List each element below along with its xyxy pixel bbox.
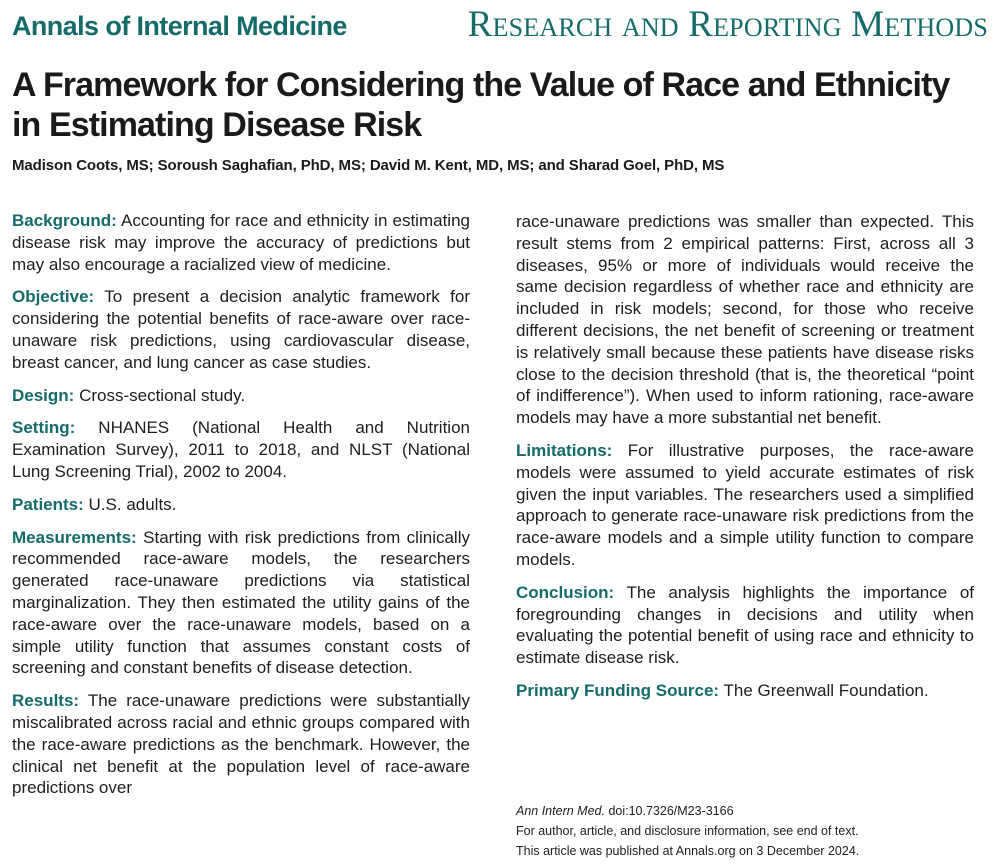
published-note: This article was published at Annals.org on 3 December 2024. <box>516 844 860 858</box>
objective-text: To present a decision analytic framework for considering the potential benefits of race-aware over race-unaware risk predictions, using cardiovascular disease, breast cancer, and lung cancer as case studies. <box>12 287 470 372</box>
abstract-left-column <box>12 210 470 810</box>
design-label: Design: <box>12 385 75 405</box>
conclusion-text: The analysis highlights the importance of foregrounding changes in decisions and utility when evaluating the potential benefit of using race and ethnicity to estimate disease risk. <box>516 582 975 668</box>
limitations-text: For illustrative purposes, the race-aware models were assumed to yield accurate estimates of risk given the input variables. The researchers used a simplified approach to generate race-unaware risk predictions from the race-aware models and a simple utility function to compare models. <box>516 440 974 569</box>
setting-label: Setting: <box>12 418 76 438</box>
abstract-funding <box>516 680 974 702</box>
abstract-results-continued <box>516 211 974 429</box>
citation-journal: Ann Intern Med. <box>516 804 605 818</box>
doi-link[interactable]: doi:10.7326/M23-3166 <box>608 804 734 818</box>
setting-text: NHANES (National Health and Nutrition Examination Survey), 2011 to 2018, and NLST (National Lung Screening Trial), 2002 to 2004. <box>12 418 470 481</box>
abstract-objective <box>12 286 470 373</box>
background-text: Accounting for race and ethnicity in estimating disease risk may improve the accuracy of predictions but may also encourage a racialized view of medicine. <box>12 211 470 274</box>
conclusion-label: Conclusion: <box>516 582 615 602</box>
results-label: Results: <box>12 691 80 711</box>
masthead <box>12 2 988 52</box>
section-name: Research and Reporting Methods <box>467 4 988 45</box>
abstract-setting <box>12 417 470 482</box>
abstract-right-column <box>516 211 974 713</box>
limitations-label: Limitations: <box>516 440 613 460</box>
disclosure-note: For author, article, and disclosure information, see end of text. <box>516 824 859 838</box>
results-text: The race-unaware predictions were substantially miscalibrated across racial and ethnic groups compared with the race-aware predictions as the benchmark. However, the clinical net benefit at the population level of race-aware predictions over <box>12 691 470 798</box>
patients-text: U.S. adults. <box>88 494 177 514</box>
funding-text: The Greenwall Foundation. <box>723 680 929 700</box>
abstract-conclusion <box>516 582 974 669</box>
abstract-design <box>12 385 470 407</box>
funding-label: Primary Funding Source: <box>516 680 720 700</box>
abstract-limitations <box>516 440 974 571</box>
measurements-text: Starting with risk predictions from clinically recommended race-aware models, the researchers generated race-unaware predictions via statistical marginalization. They then estimated the utility gains of the race-aware over the race-unaware models, based on a simple utility function that assumes constant costs of screening and constant benefits of disease detection. <box>12 527 470 678</box>
abstract-measurements <box>12 527 470 680</box>
article-title: A Framework for Considering the Value of Race and Ethnicity in Estimating Disease Risk <box>12 66 950 144</box>
objective-label: Objective: <box>12 287 95 307</box>
abstract-background <box>12 210 470 275</box>
citation-line <box>516 801 986 821</box>
measurements-label: Measurements: <box>12 527 137 547</box>
results-continued-text: race-unaware predictions was smaller than expected. This result stems from 2 empirical patterns: First, across all 3 diseases, 95% or more of individuals would receive the same decision regardless of whether race and ethnicity are included in risk models; second, for those who receive different decisions, the net benefit of screening or treatment is relatively small because these patients have disease risks close to the decision threshold (that is, the theoretical “point of indifference”). When used to inform rationing, race-aware models may have a more substantial net benefit. <box>516 212 974 428</box>
author-list: Madison Coots, MS; Soroush Saghafian, PhD, MS; David M. Kent, MD, MS; and Sharad Goel, PhD, MS <box>12 157 725 174</box>
article-footer <box>516 801 986 861</box>
abstract-results <box>12 690 470 799</box>
abstract-patients <box>12 494 470 516</box>
patients-label: Patients: <box>12 494 84 514</box>
design-text: Cross-sectional study. <box>79 385 246 405</box>
journal-name[interactable]: Annals of Internal Medicine <box>12 11 347 41</box>
background-label: Background: <box>12 211 117 230</box>
